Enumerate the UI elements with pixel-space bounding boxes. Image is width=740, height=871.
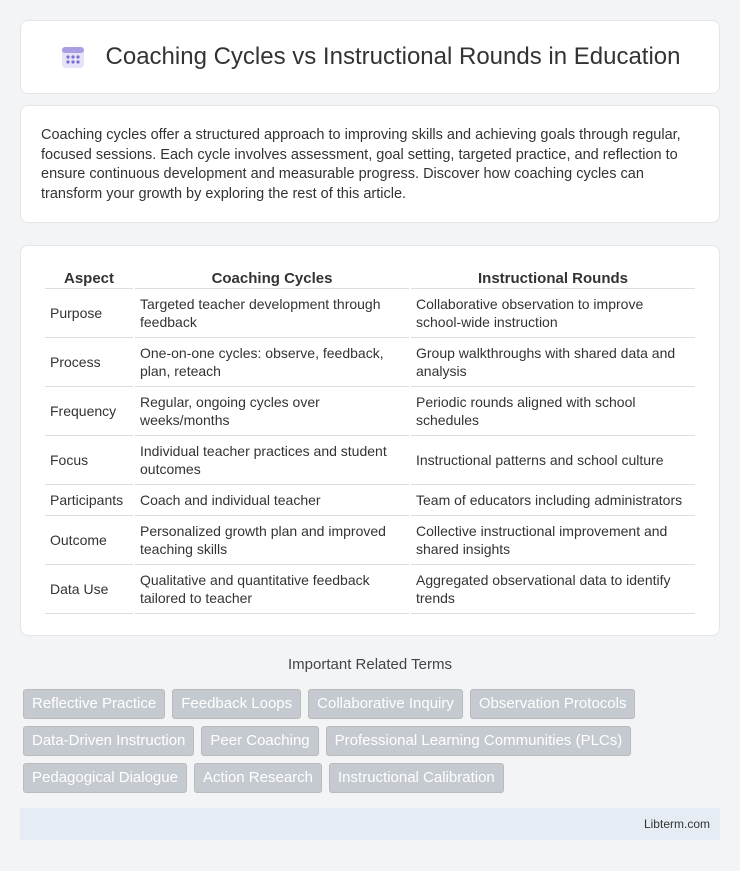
aspect-cell: Process [45, 338, 133, 387]
related-term-tag[interactable]: Professional Learning Communities (PLCs) [326, 726, 632, 756]
table-row [45, 485, 695, 516]
comparison-table-card [20, 245, 720, 636]
related-term-tag[interactable]: Instructional Calibration [329, 763, 504, 793]
table-row [45, 565, 695, 614]
related-term-tag[interactable]: Reflective Practice [23, 689, 165, 719]
related-term-tag[interactable]: Feedback Loops [172, 689, 301, 719]
calendar-grid-icon [60, 44, 86, 70]
related-term-tag[interactable]: Observation Protocols [470, 689, 636, 719]
column-header: Aspect [45, 266, 133, 289]
column-header: Coaching Cycles [135, 266, 409, 289]
table-row [45, 387, 695, 436]
coaching-cycles-cell: Targeted teacher development through feedback [135, 289, 409, 338]
footer [20, 808, 720, 840]
related-terms-list [23, 689, 723, 793]
related-term-tag[interactable]: Action Research [194, 763, 322, 793]
instructional-rounds-cell: Team of educators including administrators [411, 485, 695, 516]
instructional-rounds-cell: Collective instructional improvement and shared insights [411, 516, 695, 565]
related-term-tag[interactable]: Pedagogical Dialogue [23, 763, 187, 793]
table-row [45, 436, 695, 485]
page-title: Coaching Cycles vs Instructional Rounds in Education [105, 43, 681, 70]
aspect-cell: Outcome [45, 516, 133, 565]
coaching-cycles-cell: Coach and individual teacher [135, 485, 409, 516]
header-card [20, 20, 720, 94]
aspect-cell: Participants [45, 485, 133, 516]
comparison-table [43, 266, 697, 614]
instructional-rounds-cell: Collaborative observation to improve school-wide instruction [411, 289, 695, 338]
coaching-cycles-cell: One-on-one cycles: observe, feedback, plan, reteach [135, 338, 409, 387]
instructional-rounds-cell: Aggregated observational data to identify trends [411, 565, 695, 614]
table-header-row [45, 266, 695, 289]
instructional-rounds-cell: Group walkthroughs with shared data and analysis [411, 338, 695, 387]
coaching-cycles-cell: Individual teacher practices and student outcomes [135, 436, 409, 485]
coaching-cycles-cell: Regular, ongoing cycles over weeks/months [135, 387, 409, 436]
coaching-cycles-cell: Qualitative and quantitative feedback tailored to teacher [135, 565, 409, 614]
table-row [45, 338, 695, 387]
related-term-tag[interactable]: Data-Driven Instruction [23, 726, 194, 756]
related-terms-title: Important Related Terms [288, 656, 452, 673]
related-term-tag[interactable]: Peer Coaching [201, 726, 318, 756]
table-row [45, 289, 695, 338]
column-header: Instructional Rounds [411, 266, 695, 289]
related-term-tag[interactable]: Collaborative Inquiry [308, 689, 463, 719]
aspect-cell: Focus [45, 436, 133, 485]
intro-text: Coaching cycles offer a structured approach to improving skills and achieving goals through regular, focused sessions. Each cycle involves assessment, goal setting, targeted practice, and reflection to ensure continuous development and measurable progress. Discover how coaching cycles can transform your growth by exploring the rest of this article. [41, 127, 681, 202]
aspect-cell: Purpose [45, 289, 133, 338]
table-row [45, 516, 695, 565]
instructional-rounds-cell: Instructional patterns and school culture [411, 436, 695, 485]
coaching-cycles-cell: Personalized growth plan and improved teaching skills [135, 516, 409, 565]
aspect-cell: Data Use [45, 565, 133, 614]
instructional-rounds-cell: Periodic rounds aligned with school schedules [411, 387, 695, 436]
footer-site-link[interactable]: Libterm.com [643, 817, 710, 831]
intro-card [20, 105, 720, 223]
aspect-cell: Frequency [45, 387, 133, 436]
